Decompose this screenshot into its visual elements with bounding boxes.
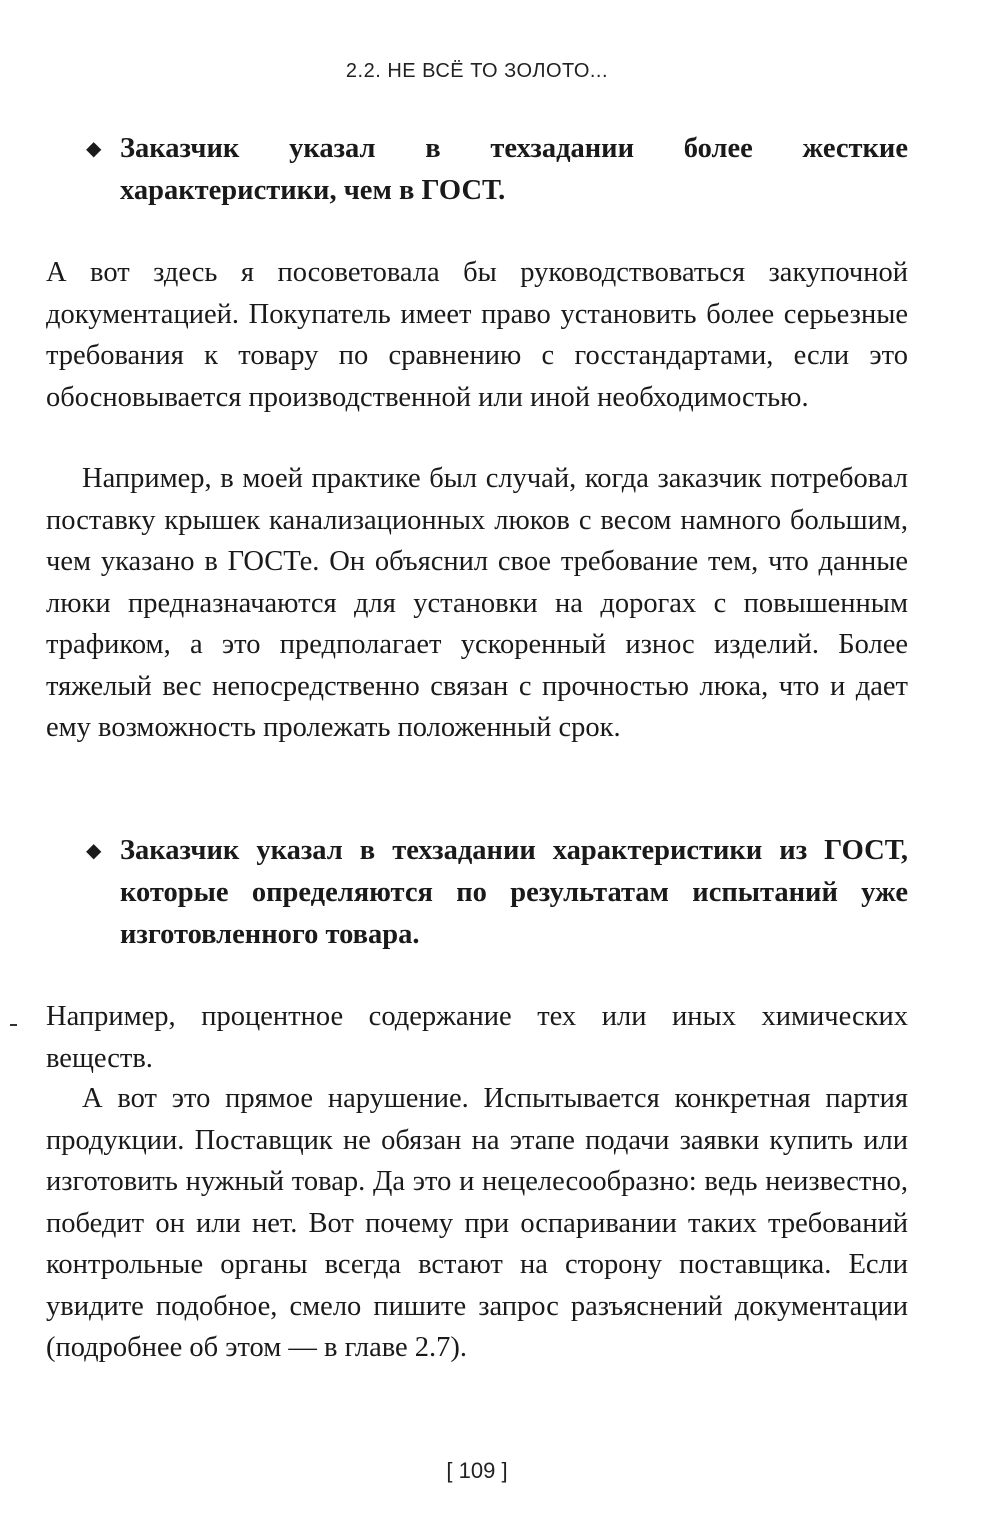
- body-paragraph: Например, процентное содержание тех или иных химических веществ.: [46, 1001, 908, 1074]
- paragraph-2: [46, 458, 908, 749]
- body-paragraph: Например, в моей практике был случай, когда заказчик потребовал поставку крышек канализационных люков с весом намного большим, чем указано в ГОСТе. Он объяснил свое требование тем, что данные люки предназначаются для установки на дорогах с повышенным трафиком, а это предполагает ускоренный износ изделий. Более тяжелый вес непосредственно связан с прочностью люка, что и дает ему возможность пролежать положенный срок.: [46, 463, 908, 743]
- bullet-label: Заказчик указал в техзадании характеристики из ГОСТ, которые определяются по результатам испытаний уже изготовленного товара.: [120, 835, 908, 950]
- page-number: [ 109 ]: [446, 1458, 508, 1483]
- paragraph-3: [46, 996, 908, 1079]
- bullet-label: Заказчик указал в техзадании более жесткие характеристики, чем в ГОСТ.: [120, 133, 908, 206]
- running-head: 2.2. НЕ ВСЁ ТО ЗОЛОТО...: [345, 60, 609, 82]
- paragraph-1: [46, 252, 908, 418]
- bullet-text: [46, 830, 908, 956]
- paragraph-4: [46, 1078, 908, 1369]
- bullet-text: [46, 128, 908, 212]
- book-page: [46, 0, 908, 1540]
- diamond-bullet-icon: ◆: [86, 138, 102, 160]
- body-paragraph: А вот здесь я посоветовала бы руководствоваться закупочной документацией. Покупатель имеет право установить более серьезные требования к товару по сравнению с госстандартами, если это обосновывается производственной или иной необходимостью.: [46, 257, 908, 413]
- bullet-item-1: [46, 128, 908, 212]
- body-paragraph: А вот это прямое нарушение. Испытывается конкретная партия продукции. Поставщик не обязан на этапе подачи заявки купить или изготовить нужный товар. Да это и нецелесообразно: ведь неизвестно, победит он или нет. Вот почему при оспаривании таких требований контрольные органы всегда встают на сторону поставщика. Если увидите подобное, смело пишите запрос разъяснений документации (подробнее об этом — в главе 2.7).: [46, 1083, 908, 1363]
- margin-mark: [10, 1024, 17, 1026]
- diamond-bullet-icon: ◆: [86, 840, 102, 862]
- bullet-item-2: [46, 830, 908, 956]
